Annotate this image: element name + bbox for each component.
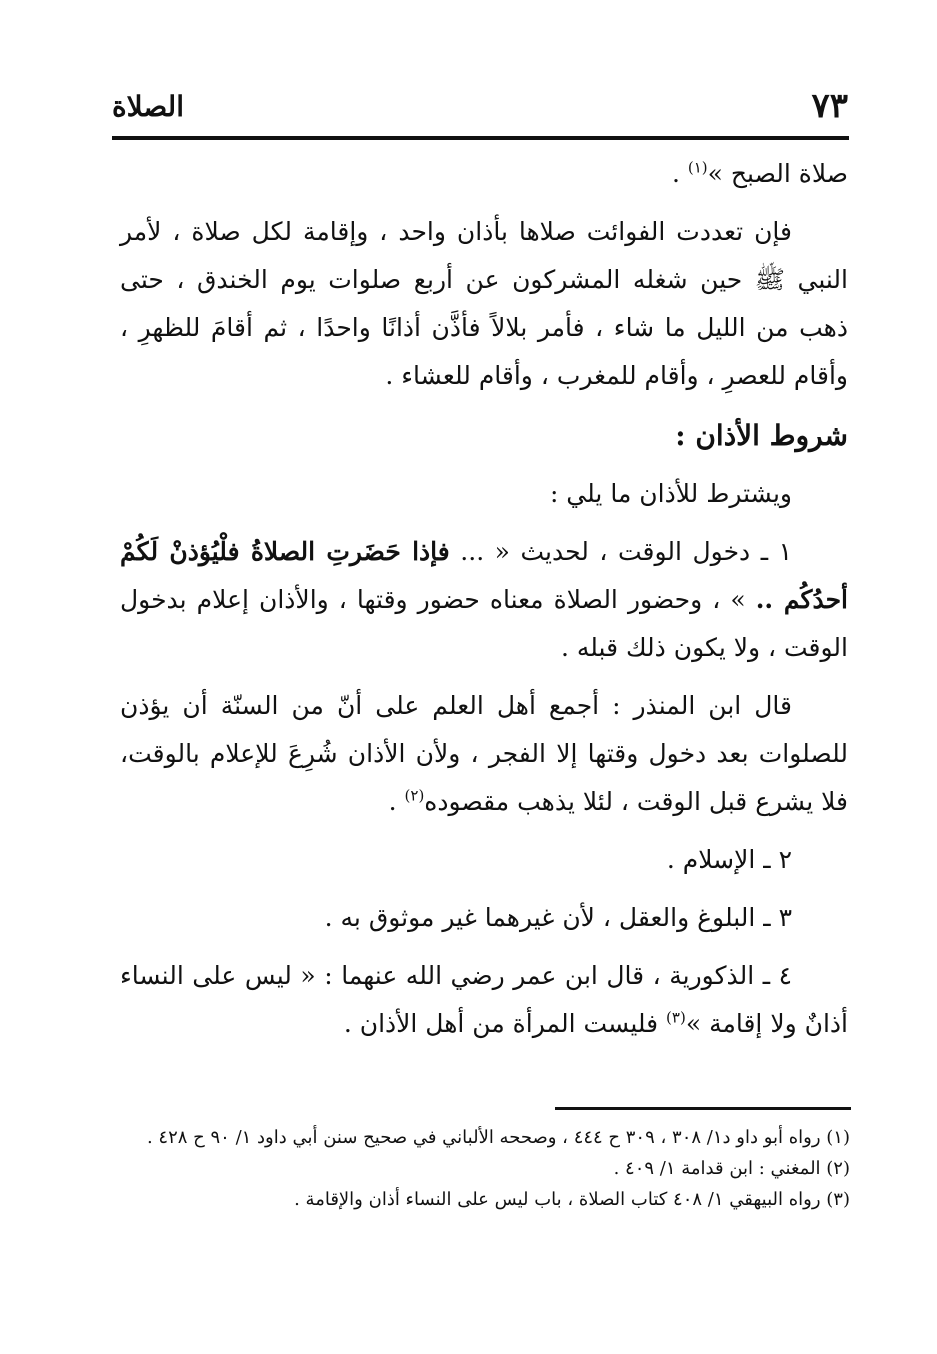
footnote-ref-3: (٣): [666, 1008, 686, 1027]
paragraph-end: .: [388, 787, 405, 816]
section-heading: شروط الأذان :: [675, 419, 848, 452]
condition-1: [120, 528, 848, 672]
page-number: ٧٣: [811, 86, 848, 126]
condition-4: [120, 952, 848, 1048]
footnote-separator: [555, 1107, 851, 1110]
page-header: [112, 80, 848, 132]
footnote-1: (١) رواه أبو داو د١/ ٣٠٨ ، ٣٠٩ ح ٤٤٤ ، وصححه الألباني في صحيح سنن أبي داود ١/ ٩٠ ح ٤٢٨ .: [146, 1127, 850, 1148]
footnote-ref-2: (٢): [404, 786, 425, 805]
paragraph-continuation: [120, 150, 848, 198]
condition-4-end: فليست المرأة من أهل الأذان .: [343, 1009, 667, 1038]
paragraph-ibn-almundhir: [120, 682, 848, 826]
condition-2: ٢ ـ الإسلام .: [666, 845, 792, 874]
paragraph-text: صلاة الصبح »: [707, 159, 848, 188]
paragraph-text: قال ابن المنذر : أجمع أهل العلم على أنّ من السنّة أن يؤذن للصلوات بعد دخول وقتها إلا الفجر ، ولأن الأذان شُرِعَ للإعلام بالوقت، فلا يشرع قبل الوقت ، لئلا يذهب مقصوده: [120, 691, 848, 816]
paragraph-end: .: [671, 159, 688, 188]
footnote-ref-1: (١): [687, 158, 708, 177]
running-title: الصلاة: [112, 90, 184, 123]
footnotes: [116, 1124, 850, 1217]
condition-1-rest: » ، وحضور الصلاة معناه حضور وقتها ، والأذان إعلام بدخول الوقت ، ولا يكون ذلك قبله .: [120, 585, 848, 662]
footnote-2: (٢) المغني : ابن قدامة ١/ ٤٠٩ .: [613, 1158, 850, 1179]
condition-1-intro: ١ ـ دخول الوقت ، لحديث « ...: [449, 537, 792, 566]
page-body: [120, 150, 848, 1058]
condition-4-text: ٤ ـ الذكورية ، قال ابن عمر رضي الله عنهما : « ليس على النساء أذانٌ ولا إقامة »: [120, 961, 848, 1038]
condition-3: ٣ ـ البلوغ والعقل ، لأن غيرهما غير موثوق به .: [324, 903, 792, 932]
header-rule: [112, 136, 849, 140]
paragraph-missed-prayers: فإن تعددت الفوائت صلاها بأذان واحد ، وإقامة لكل صلاة ، لأمر النبي ﷺ حين شغله المشركون عن أربع صلوات يوم الخندق ، حتى ذهب من الليل ما شاء ، فأمر بلالاً فأذَّن أذانًا واحدًا ، ثم أقامَ للظهرِ ، وأقام للعصرِ ، وأقام للمغرب ، وأقام للعشاء .: [120, 217, 848, 390]
hadith-quote: فإذا حَضَرتِ الصلاةُ فلْيُؤذنْ لَكُمْ أحدُكُم ..: [120, 537, 848, 614]
paragraph-conditions-intro: ويشترط للأذان ما يلي :: [549, 479, 792, 508]
footnote-3: (٣) رواه البيهقي ١/ ٤٠٨ كتاب الصلاة ، باب ليس على النساء أذان والإقامة .: [294, 1189, 850, 1210]
